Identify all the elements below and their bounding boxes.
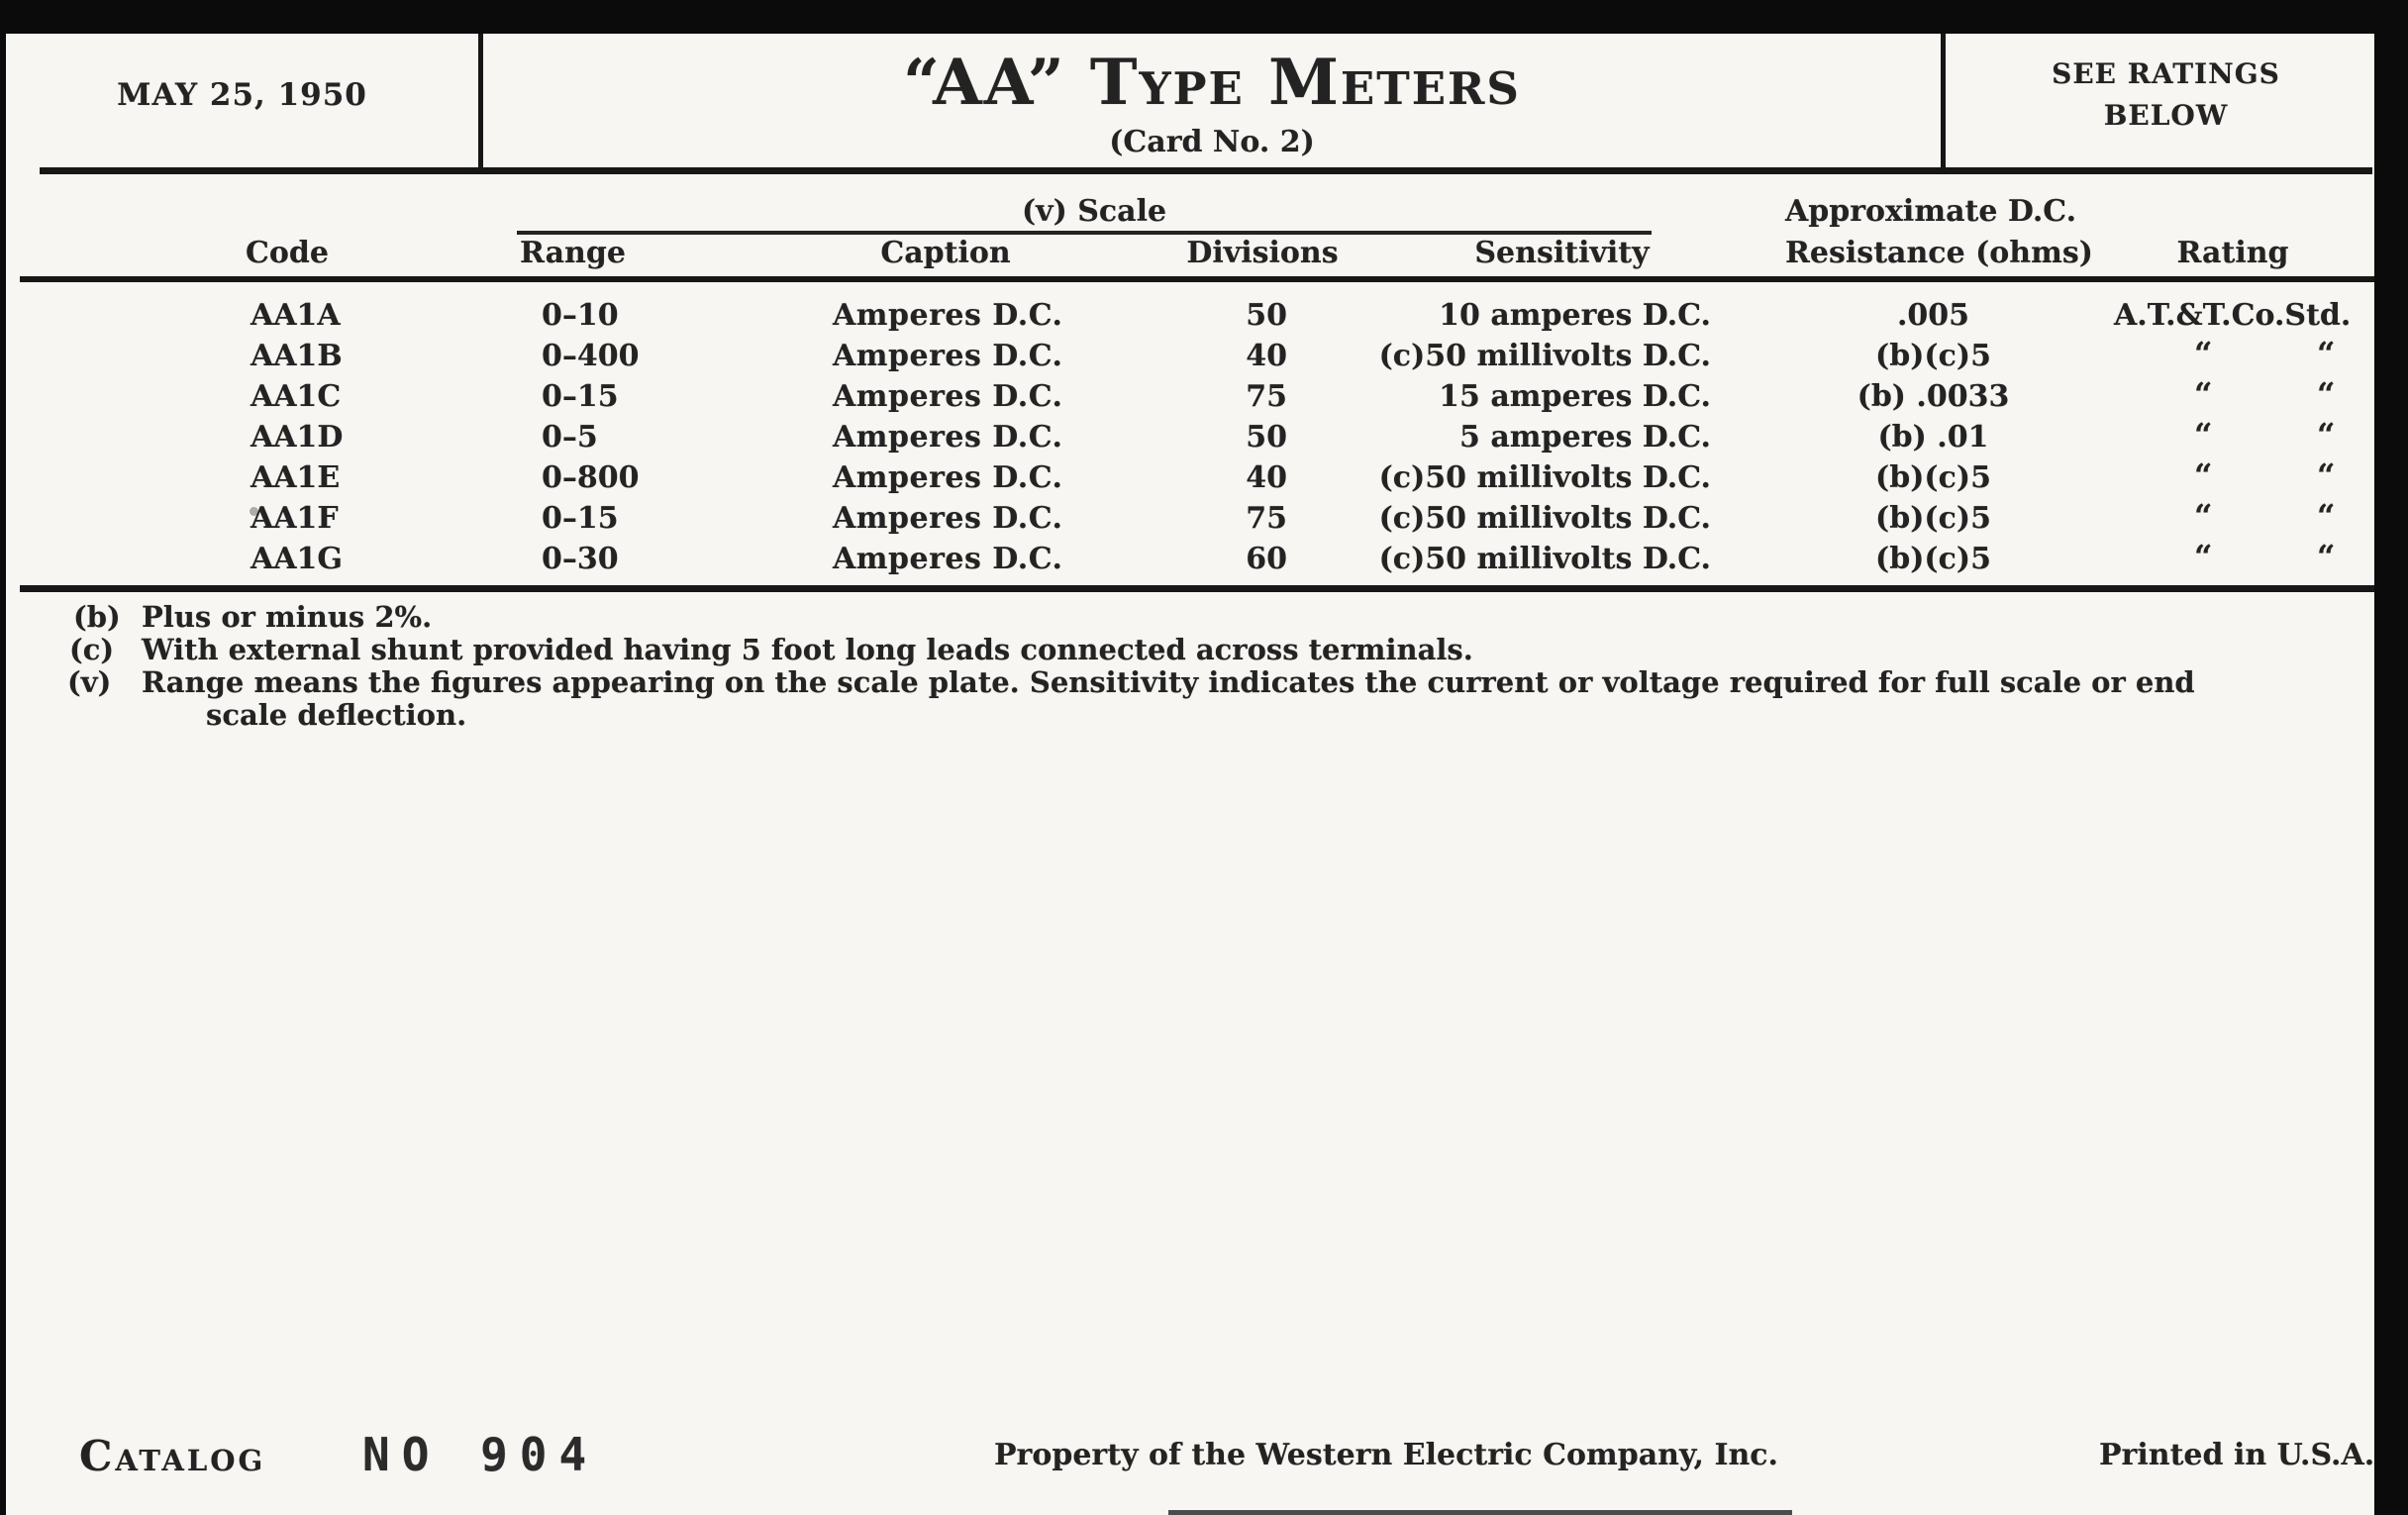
scan-artifact-bottom xyxy=(1168,1510,1792,1515)
cell-resistance: (b)(c)5 xyxy=(1875,542,1991,576)
cell-range: 0–30 xyxy=(542,542,619,576)
cell-resistance: (b)(c)5 xyxy=(1875,501,1991,536)
cell-range: 0–5 xyxy=(542,420,598,454)
cell-code: AA1F xyxy=(251,501,339,536)
cell-resistance: (b)(c)5 xyxy=(1875,460,1991,495)
cell-range: 0–800 xyxy=(542,460,640,495)
ditto-mark: “ xyxy=(2194,538,2213,575)
see-ratings-line1: SEE RATINGS xyxy=(2052,57,2280,90)
catalog-number-stamp: NO 904 xyxy=(362,1428,599,1481)
cell-code: AA1G xyxy=(251,542,344,576)
ditto-mark: “ xyxy=(2317,375,2336,413)
cell-code: AA1D xyxy=(251,420,344,454)
footnote-text-v-continued: scale deflection. xyxy=(206,698,467,732)
property-note: Property of the Western Electric Company, Inc. xyxy=(993,1438,1778,1472)
cell-divisions: 75 xyxy=(1246,501,1287,536)
cell-sensitivity: 15 amperes D.C. xyxy=(1439,379,1711,414)
ditto-mark: “ xyxy=(2317,335,2336,372)
ditto-mark: “ xyxy=(2194,416,2213,454)
cell-range: 0–400 xyxy=(542,339,640,373)
cell-caption: Amperes D.C. xyxy=(833,339,1063,373)
ditto-mark: “ xyxy=(2194,456,2213,494)
cell-caption: Amperes D.C. xyxy=(833,298,1063,333)
table-bottom-rule xyxy=(20,585,2374,592)
column-header-rule xyxy=(20,276,2374,282)
column-header-sensitivity: Sensitivity xyxy=(1474,236,1650,270)
cell-divisions: 50 xyxy=(1246,298,1287,333)
cell-sensitivity: (c)50 millivolts D.C. xyxy=(1378,339,1711,373)
cell-resistance: (b) .01 xyxy=(1877,420,1989,454)
card-title: “AA” Type Meters xyxy=(903,46,1521,120)
scan-edge-left xyxy=(0,30,6,1515)
table-row xyxy=(0,538,2408,582)
footnote-text-b: Plus or minus 2%. xyxy=(142,600,433,634)
cell-sensitivity: 10 amperes D.C. xyxy=(1439,298,1711,333)
column-header-resistance-line1: Approximate D.C. xyxy=(1785,194,2077,229)
scale-group-header: (v) Scale xyxy=(1021,194,1167,229)
scan-edge-top xyxy=(0,0,2408,34)
ditto-mark: “ xyxy=(2317,416,2336,454)
card-date: MAY 25, 1950 xyxy=(117,77,367,113)
see-ratings-note xyxy=(1946,53,2386,137)
footnote-marker-v: (v) xyxy=(67,665,112,699)
column-header-resistance-line2: Resistance (ohms) xyxy=(1785,236,2093,270)
cell-sensitivity: 5 amperes D.C. xyxy=(1459,420,1711,454)
header-bottom-rule xyxy=(40,167,2372,174)
cell-caption: Amperes D.C. xyxy=(833,420,1063,454)
scan-edge-right xyxy=(2374,0,2408,1515)
column-header-caption: Caption xyxy=(880,236,1011,270)
table-row xyxy=(0,298,2408,339)
card-subtitle: (Card No. 2) xyxy=(1109,125,1315,159)
cell-code: AA1C xyxy=(251,379,342,414)
cell-divisions: 60 xyxy=(1246,542,1287,576)
cell-code: AA1B xyxy=(251,339,343,373)
ditto-mark: “ xyxy=(2194,375,2213,413)
cell-range: 0–15 xyxy=(542,501,619,536)
cell-range: 0–15 xyxy=(542,379,619,414)
see-ratings-line2: BELOW xyxy=(2103,99,2229,132)
table-row xyxy=(0,416,2408,460)
footnote-text-v: Range means the figures appearing on the scale plate. Sensitivity indicates the current or voltage required for full scale or end xyxy=(142,665,2195,699)
footnote-marker-b: (b) xyxy=(73,600,121,634)
cell-range: 0–10 xyxy=(542,298,619,333)
cell-rating: A.T.&T.Co.Std. xyxy=(2114,298,2352,333)
footnote-marker-c: (c) xyxy=(69,633,115,666)
cell-caption: Amperes D.C. xyxy=(833,379,1063,414)
ditto-mark: “ xyxy=(2317,538,2336,575)
cell-code: AA1A xyxy=(251,298,341,333)
ditto-mark: “ xyxy=(2317,497,2336,535)
column-header-range: Range xyxy=(520,236,626,270)
table-row xyxy=(0,335,2408,379)
cell-sensitivity: (c)50 millivolts D.C. xyxy=(1378,460,1711,495)
cell-divisions: 40 xyxy=(1246,339,1287,373)
printed-in-usa-note: Printed in U.S.A. xyxy=(2099,1438,2375,1472)
cell-code: AA1E xyxy=(251,460,341,495)
cell-resistance: (b) .0033 xyxy=(1856,379,2010,414)
column-header-divisions: Divisions xyxy=(1186,236,1339,270)
column-header-rating: Rating xyxy=(2176,236,2289,270)
ditto-mark: “ xyxy=(2194,497,2213,535)
cell-resistance: (b)(c)5 xyxy=(1875,339,1991,373)
cell-divisions: 50 xyxy=(1246,420,1287,454)
table-row xyxy=(0,456,2408,501)
cell-sensitivity: (c)50 millivolts D.C. xyxy=(1378,501,1711,536)
ditto-mark: “ xyxy=(2194,335,2213,372)
cell-caption: Amperes D.C. xyxy=(833,460,1063,495)
column-header-code: Code xyxy=(246,236,329,270)
catalog-label: Catalog xyxy=(79,1432,266,1480)
ditto-mark: “ xyxy=(2317,456,2336,494)
cell-sensitivity: (c)50 millivolts D.C. xyxy=(1378,542,1711,576)
cell-caption: Amperes D.C. xyxy=(833,542,1063,576)
table-row xyxy=(0,497,2408,542)
cell-divisions: 40 xyxy=(1246,460,1287,495)
cell-divisions: 75 xyxy=(1246,379,1287,414)
cell-caption: Amperes D.C. xyxy=(833,501,1063,536)
cell-resistance: .005 xyxy=(1896,298,1970,333)
footnote-text-c: With external shunt provided having 5 foot long leads connected across terminals. xyxy=(142,633,1473,666)
scale-group-underline xyxy=(517,231,1652,235)
table-row xyxy=(0,375,2408,420)
